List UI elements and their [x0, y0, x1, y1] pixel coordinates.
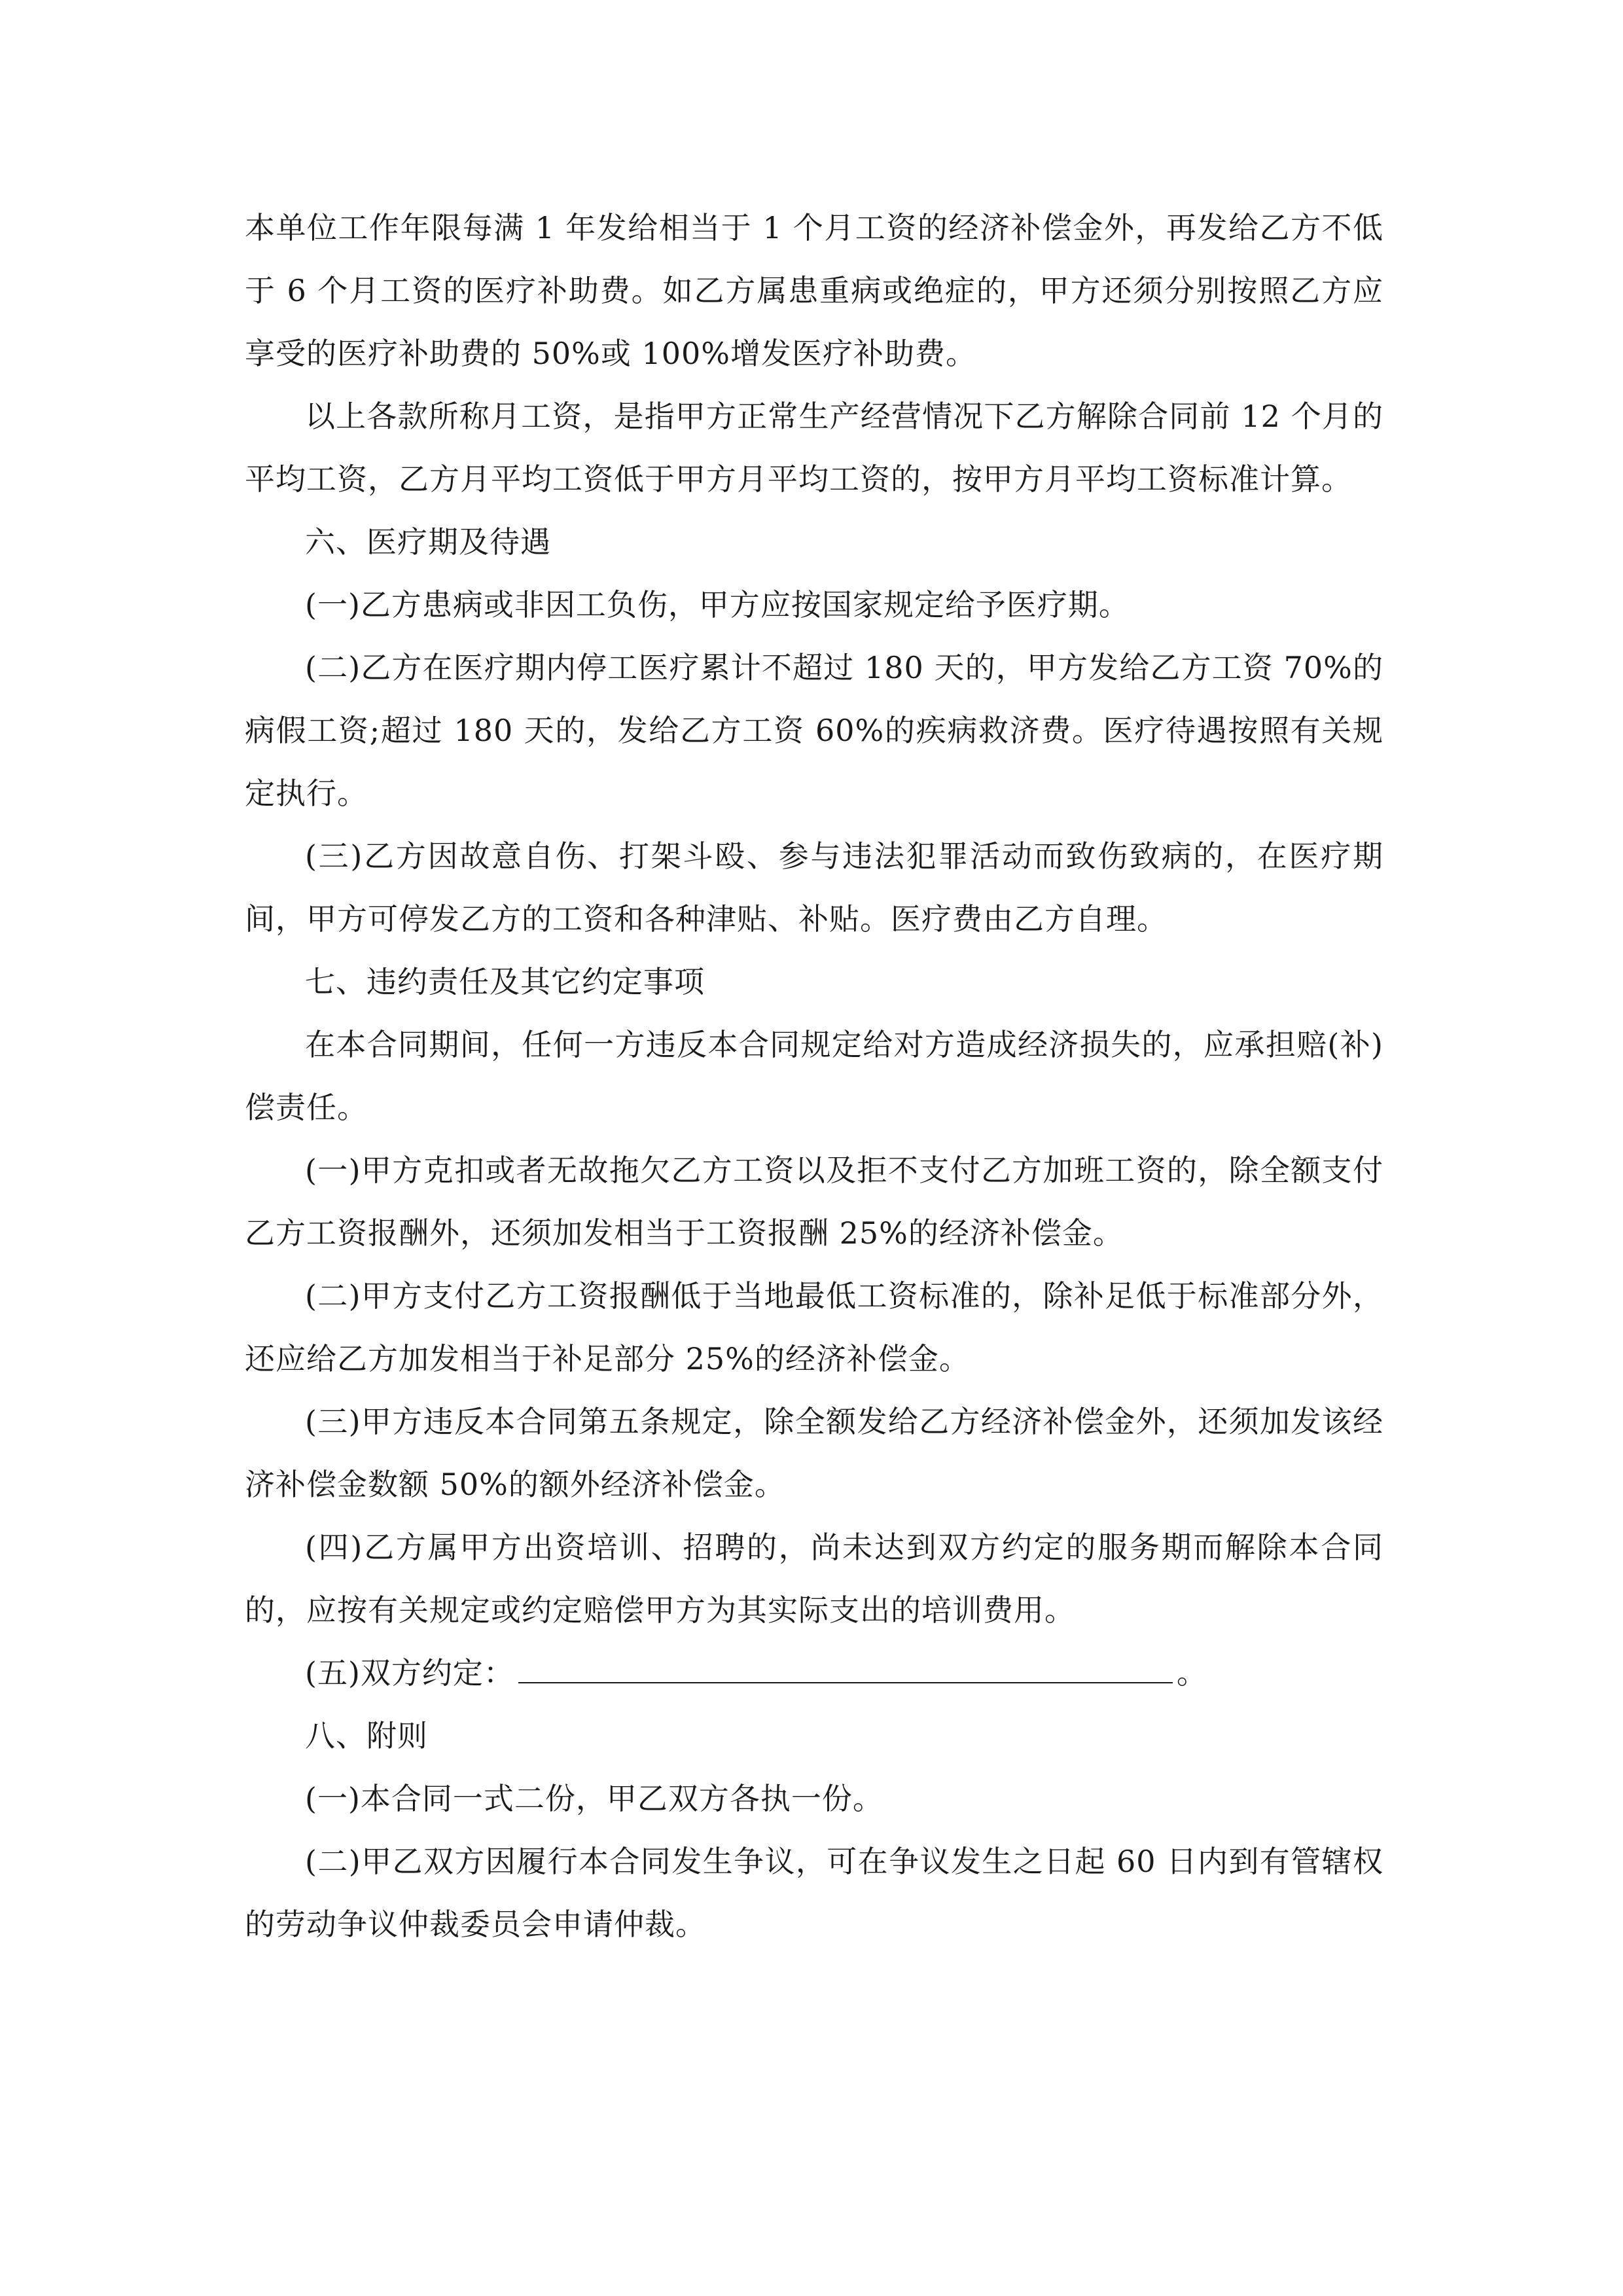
agreement-blank-line[interactable] [518, 1656, 1173, 1683]
clause-supplementary-2: (二)甲乙双方因履行本合同发生争议，可在争议发生之日起 60 日内到有管辖权的劳动争议仲裁委员会申请仲裁。 [245, 1844, 1383, 1942]
clause-medical-2: (二)乙方在医疗期内停工医疗累计不超过 180 天的，甲方发给乙方工资 70%的病假工资;超过 180 天的，发给乙方工资 60%的疾病救济费。医疗待遇按照有关规定执行。 [245, 650, 1383, 811]
clause-liability-1: (一)甲方克扣或者无故拖欠乙方工资以及拒不支付乙方加班工资的，除全额支付乙方工资报酬外，还须加发相当于工资报酬 25%的经济补偿金。 [245, 1153, 1383, 1251]
section-heading-liability: 七、违约责任及其它约定事项 [305, 964, 705, 999]
document-body [245, 196, 1383, 1956]
section-heading-supplementary: 八、附则 [305, 1718, 428, 1753]
clause-liability-2: (二)甲方支付乙方工资报酬低于当地最低工资标准的，除补足低于标准部分外，还应给乙方加发相当于补足部分 25%的经济补偿金。 [245, 1278, 1383, 1376]
clause-liability-3: (三)甲方违反本合同第五条规定，除全额发给乙方经济补偿金外，还须加发该经济补偿金数额 50%的额外经济补偿金。 [245, 1404, 1383, 1502]
clause-liability-5 [245, 1641, 1383, 1704]
agreement-label: (五)双方约定： [305, 1655, 514, 1691]
clause-medical-3: (三)乙方因故意自伤、打架斗殴、参与违法犯罪活动而致伤致病的，在医疗期间，甲方可停发乙方的工资和各种津贴、补贴。医疗费由乙方自理。 [245, 838, 1383, 937]
clause-liability-4: (四)乙方属甲方出资培训、招聘的，尚未达到双方约定的服务期而解除本合同的，应按有关规定或约定赔偿甲方为其实际支出的培训费用。 [245, 1530, 1383, 1628]
clause-medical-1: (一)乙方患病或非因工负伤，甲方应按国家规定给予医疗期。 [305, 587, 1130, 622]
section-heading-medical-period: 六、医疗期及待遇 [305, 524, 551, 560]
paragraph-liability-general: 在本合同期间，任何一方违反本合同规定给对方造成经济损失的，应承担赔(补)偿责任。 [245, 1027, 1383, 1125]
clause-supplementary-1: (一)本合同一式二份，甲乙双方各执一份。 [305, 1781, 883, 1816]
paragraph-monthly-wage-definition: 以上各款所称月工资，是指甲方正常生产经营情况下乙方解除合同前 12 个月的平均工资，乙方月平均工资低于甲方月平均工资的，按甲方月平均工资标准计算。 [245, 399, 1383, 497]
agreement-end-mark: 。 [1176, 1655, 1207, 1691]
paragraph-compensation-continued: 本单位工作年限每满 1 年发给相当于 1 个月工资的经济补偿金外，再发给乙方不低于 6 个月工资的医疗补助费。如乙方属患重病或绝症的，甲方还须分别按照乙方应享受的医疗补助费的 50%或 100%增发医疗补助费。 [245, 210, 1383, 371]
